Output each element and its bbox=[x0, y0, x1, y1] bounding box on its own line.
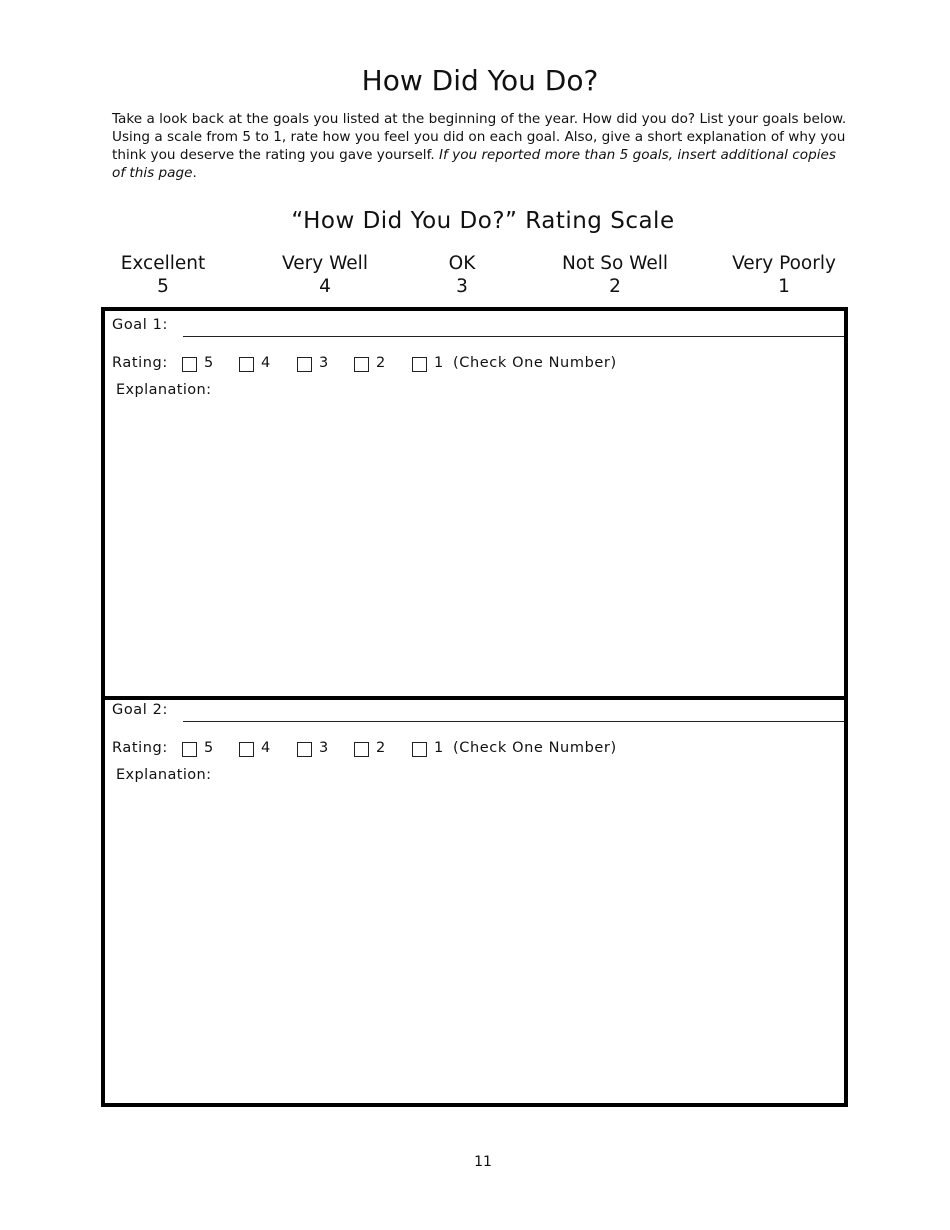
rating-checkbox[interactable] bbox=[297, 357, 312, 372]
scale-level-value: 2 bbox=[609, 276, 621, 297]
rating-option-number: 1 bbox=[434, 355, 444, 371]
rating-option-number: 4 bbox=[261, 740, 271, 756]
scale-level-value: 1 bbox=[778, 276, 790, 297]
rating-checkbox[interactable] bbox=[182, 742, 197, 757]
scale-level-value: 4 bbox=[319, 276, 331, 297]
rating-row bbox=[112, 740, 732, 760]
goal-section-2 bbox=[105, 700, 844, 1103]
rating-checkbox[interactable] bbox=[412, 357, 427, 372]
page-title: How Did You Do? bbox=[361, 64, 599, 97]
rating-checkbox[interactable] bbox=[182, 357, 197, 372]
scale-level-label: Not So Well bbox=[561, 253, 669, 274]
intro-italic-note: If you reported more than 5 goals, insert additional copies of this page bbox=[112, 147, 836, 181]
rating-option-number: 3 bbox=[319, 740, 329, 756]
scale-level-label: OK bbox=[448, 253, 476, 274]
scale-level-label: Very Poorly bbox=[732, 253, 836, 274]
rating-label: Rating: bbox=[112, 740, 168, 756]
scale-level-not-so-well bbox=[553, 252, 677, 298]
scale-level-ok bbox=[432, 252, 492, 298]
intro-end: . bbox=[192, 165, 197, 181]
goal-input-line[interactable] bbox=[183, 721, 844, 722]
goal-label: Goal 2: bbox=[112, 702, 168, 718]
goal-input-line[interactable] bbox=[183, 336, 844, 337]
intro-text: Take a look back at the goals you listed at the beginning of the year. How did you do? List your goals below. Using a scale from 5 to 1, rate how you feel you did on each goal. Also, give a short explanation of why you think you deserve the rating you gave yourself. bbox=[112, 111, 847, 163]
check-one-note: (Check One Number) bbox=[453, 740, 617, 756]
rating-option-number: 5 bbox=[204, 355, 214, 371]
scale-level-label: Very Well bbox=[282, 253, 368, 274]
check-one-note: (Check One Number) bbox=[453, 355, 617, 371]
scale-level-excellent bbox=[112, 252, 214, 298]
page-number: 11 bbox=[474, 1154, 492, 1170]
rating-option-number: 4 bbox=[261, 355, 271, 371]
goals-form bbox=[101, 307, 848, 1107]
rating-scale-title: “How Did You Do?” Rating Scale bbox=[291, 208, 675, 234]
rating-row bbox=[112, 355, 732, 375]
rating-option-number: 2 bbox=[376, 355, 386, 371]
scale-level-very-poorly bbox=[722, 252, 846, 298]
explanation-area[interactable] bbox=[115, 790, 834, 1090]
scale-level-value: 3 bbox=[456, 276, 468, 297]
goal-section-1 bbox=[105, 311, 844, 696]
explanation-label: Explanation: bbox=[116, 382, 212, 398]
rating-checkbox[interactable] bbox=[354, 742, 369, 757]
rating-option-number: 2 bbox=[376, 740, 386, 756]
rating-checkbox[interactable] bbox=[239, 357, 254, 372]
scale-level-value: 5 bbox=[157, 276, 169, 297]
goal-label: Goal 1: bbox=[112, 317, 168, 333]
explanation-label: Explanation: bbox=[116, 767, 212, 783]
rating-option-number: 3 bbox=[319, 355, 329, 371]
scale-level-label: Excellent bbox=[120, 253, 206, 274]
rating-checkbox[interactable] bbox=[297, 742, 312, 757]
intro-paragraph bbox=[112, 110, 852, 182]
rating-option-number: 5 bbox=[204, 740, 214, 756]
rating-checkbox[interactable] bbox=[239, 742, 254, 757]
rating-option-number: 1 bbox=[434, 740, 444, 756]
explanation-area[interactable] bbox=[115, 405, 834, 685]
rating-checkbox[interactable] bbox=[354, 357, 369, 372]
scale-level-very-well bbox=[270, 252, 380, 298]
rating-checkbox[interactable] bbox=[412, 742, 427, 757]
rating-label: Rating: bbox=[112, 355, 168, 371]
